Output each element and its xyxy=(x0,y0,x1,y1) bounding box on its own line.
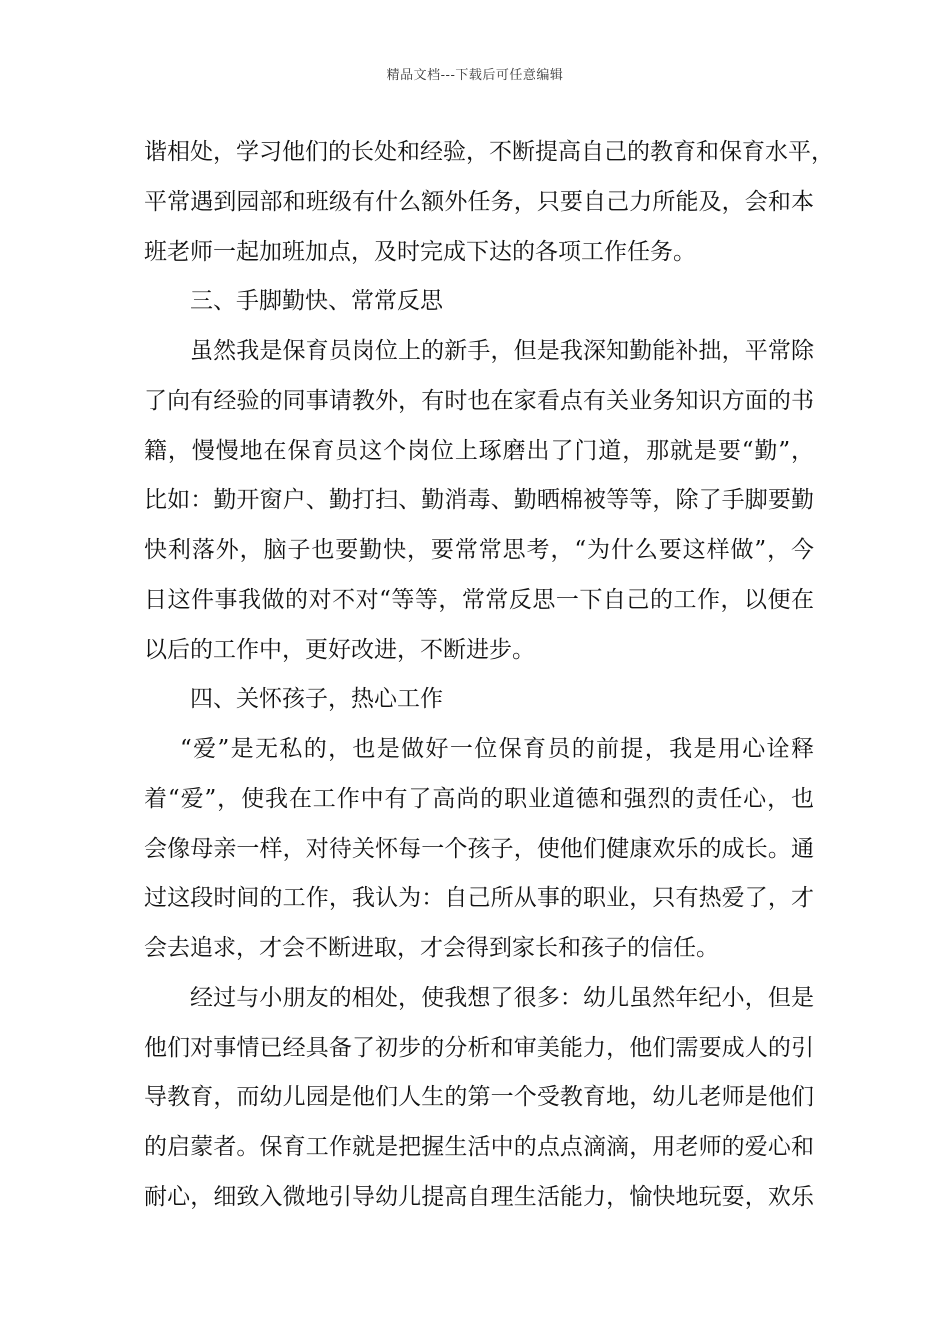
text-line: 快利落外，脑子也要勤快，要常常思考，“为什么要这样做”，今 xyxy=(144,537,814,563)
section-heading xyxy=(144,675,814,725)
text-line: 的启蒙者。保育工作就是把握生活中的点点滴滴，用老师的爱心和 xyxy=(144,1134,814,1160)
section-heading xyxy=(144,277,814,327)
section-heading-text: 四、关怀孩子，热心工作 xyxy=(190,686,443,713)
text-line: “爱”是无私的，也是做好一位保育员的前提，我是用心诠释 xyxy=(180,736,814,762)
section-heading-text: 三、手脚勤快、常常反思 xyxy=(190,288,443,315)
text-line: 班老师一起加班加点，及时完成下达的各项工作任务。 xyxy=(144,238,696,265)
paragraph xyxy=(144,725,814,974)
text-line: 籍，慢慢地在保育员这个岗位上琢磨出了门道，那就是要“勤”， xyxy=(144,437,814,464)
document-body xyxy=(144,128,834,1223)
text-line: 比如：勤开窗户、勤打扫、勤消毒、勤晒棉被等等，除了手脚要勤 xyxy=(144,487,814,514)
text-line: 会像母亲一样，对待关怀每一个孩子，使他们健康欢乐的成长。通 xyxy=(144,835,814,862)
text-line: 过这段时间的工作，我认为：自己所从事的职业，只有热爱了，才 xyxy=(144,885,814,912)
text-line: 平常遇到园部和班级有什么额外任务，只要自己力所能及，会和本 xyxy=(144,188,814,215)
paragraph xyxy=(144,327,814,675)
text-line: 经过与小朋友的相处，使我想了很多：幼儿虽然年纪小，但是 xyxy=(190,984,814,1011)
paragraph xyxy=(144,974,814,1223)
text-line: 虽然我是保育员岗位上的新手，但是我深知勤能补拙，平常除 xyxy=(190,338,814,364)
paragraph xyxy=(144,128,834,277)
text-line: 耐心，细致入微地引导幼儿提高自理生活能力，愉快地玩耍，欢乐 xyxy=(144,1183,814,1210)
text-line: 他们对事情已经具备了初步的分析和审美能力，他们需要成人的引 xyxy=(144,1034,814,1061)
text-line: 会去追求，才会不断进取，才会得到家长和孩子的信任。 xyxy=(144,935,719,961)
text-line: 了向有经验的同事请教外，有时也在家看点有关业务知识方面的书 xyxy=(144,387,814,414)
page-header: 精品文档---下载后可任意编辑 xyxy=(386,68,564,83)
text-line: 谐相处，学习他们的长处和经验，不断提高自己的教育和保育水平， xyxy=(144,139,834,165)
text-line: 导教育，而幼儿园是他们人生的第一个受教育地，幼儿老师是他们 xyxy=(144,1084,814,1111)
text-line: 日这件事我做的对不对“等等，常常反思一下自己的工作，以便在 xyxy=(144,586,814,613)
text-line: 着“爱”，使我在工作中有了高尚的职业道德和强烈的责任心，也 xyxy=(144,785,814,812)
text-line: 以后的工作中，更好改进，不断进步。 xyxy=(144,636,535,663)
